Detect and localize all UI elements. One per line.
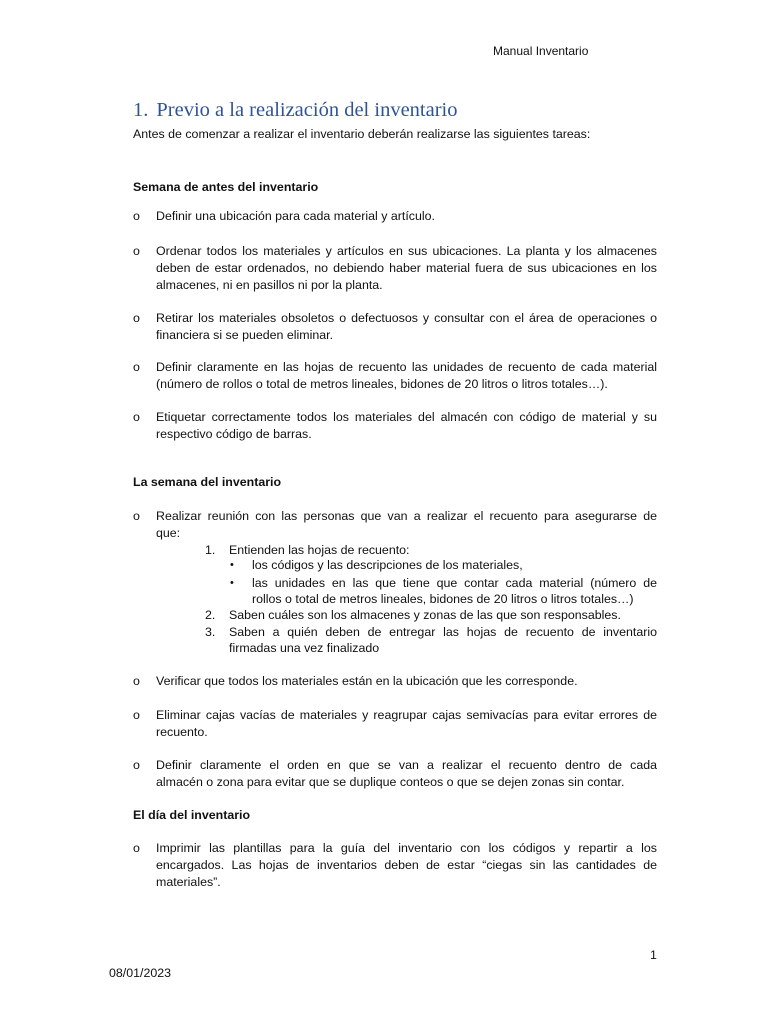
bullet-marker: o xyxy=(133,758,140,772)
list-item xyxy=(156,310,657,344)
subsection-title-week-before: Semana de antes del inventario xyxy=(133,180,319,194)
list-item-line: (número de rollos o total de metros lineales, bidones de 20 litros o litros totales…). xyxy=(156,377,608,391)
list-item-line: materiales”. xyxy=(156,875,221,889)
list-item-line: Verificar que todos los materiales están en la ubicación que les corresponde. xyxy=(156,674,578,688)
sub-bullet-line: las unidades en las que tiene que contar cada material (número de xyxy=(252,576,657,590)
list-item xyxy=(156,840,657,891)
disc-bullet-marker: • xyxy=(230,577,234,589)
numbered-item xyxy=(229,624,657,656)
list-item xyxy=(156,409,657,443)
list-item-line: Definir claramente el orden en que se van a realizar el recuento dentro de cada xyxy=(156,758,657,772)
bullet-marker: o xyxy=(133,360,140,374)
disc-bullet-marker: • xyxy=(230,559,234,571)
list-item xyxy=(156,243,657,294)
numbered-item-line: firmadas una vez finalizado xyxy=(229,641,380,655)
list-item-line: que: xyxy=(156,526,181,540)
bullet-marker: o xyxy=(133,509,140,523)
list-item-line: deben de estar ordenados, no debiendo haber material fuera de sus ubicaciones en los xyxy=(156,261,657,275)
list-item-line: Realizar reunión con las personas que van a realizar el recuento para asegurarse de xyxy=(156,509,657,523)
list-item-line: Definir una ubicación para cada material y artículo. xyxy=(156,209,435,223)
list-item xyxy=(156,208,657,225)
list-item xyxy=(156,673,657,690)
bullet-marker: o xyxy=(133,244,140,258)
intro-paragraph: Antes de comenzar a realizar el inventario deberán realizarse las siguientes tareas: xyxy=(133,127,591,141)
bullet-marker: o xyxy=(133,311,140,325)
sub-bullet-item xyxy=(252,557,657,573)
list-item-line: recuento. xyxy=(156,725,208,739)
heading-number: 1. xyxy=(133,99,149,121)
list-item-line: almacén o zona para evitar que se duplique conteos o que se dejen zonas sin contar. xyxy=(156,775,625,789)
page-number: 1 xyxy=(650,948,657,962)
bullet-marker: o xyxy=(133,674,140,688)
subsection-title-week-of: La semana del inventario xyxy=(133,475,282,489)
section-heading xyxy=(133,99,457,122)
list-item-line: Etiquetar correctamente todos los materiales del almacén con código de material y su xyxy=(156,410,657,424)
list-item-line: Definir claramente en las hojas de recuento las unidades de recuento de cada material xyxy=(156,360,657,374)
list-item-line: Ordenar todos los materiales y artículos en sus ubicaciones. La planta y los almacenes xyxy=(156,244,657,258)
list-item-line: respectivo código de barras. xyxy=(156,427,312,441)
numbered-item: Entienden las hojas de recuento: xyxy=(229,543,410,557)
list-item-line: Eliminar cajas vacías de materiales y reagrupar cajas semivacías para evitar errores de xyxy=(156,708,657,722)
numbered-marker: 1. xyxy=(205,543,216,557)
bullet-marker: o xyxy=(133,841,140,855)
subsection-title-day-of: El día del inventario xyxy=(133,808,251,822)
running-header: Manual Inventario xyxy=(493,44,589,58)
list-item-line: Imprimir las plantillas para la guía del inventario con los códigos y repartir a los xyxy=(156,841,657,855)
list-item xyxy=(156,757,657,791)
bullet-marker: o xyxy=(133,410,140,424)
numbered-item: Saben cuáles son los almacenes y zonas de las que son responsables. xyxy=(229,608,621,622)
numbered-marker: 3. xyxy=(205,625,216,639)
list-item-line: Retirar los materiales obsoletos o defectuosos y consultar con el área de operaciones o xyxy=(156,311,657,325)
sub-bullet-line: rollos o total de metros lineales, bidones de 20 litros o litros totales…) xyxy=(252,592,634,606)
list-item xyxy=(156,359,657,393)
list-item-line: financiera si se pueden eliminar. xyxy=(156,328,334,342)
bullet-marker: o xyxy=(133,209,140,223)
bullet-marker: o xyxy=(133,708,140,722)
numbered-marker: 2. xyxy=(205,608,216,622)
list-item xyxy=(156,508,657,542)
list-item xyxy=(156,707,657,741)
footer-date: 08/01/2023 xyxy=(109,966,172,980)
heading-text: Previo a la realización del inventario xyxy=(156,99,458,121)
sub-bullet-line: los códigos y las descripciones de los materiales, xyxy=(252,558,523,572)
sub-bullet-item xyxy=(252,575,657,607)
numbered-item-line: Saben a quién deben de entregar las hojas de recuento de inventario xyxy=(229,625,657,639)
list-item-line: almacenes, ni en pasillos ni por la planta. xyxy=(156,278,383,292)
list-item-line: encargados. Las hojas de inventarios deben de estar “ciegas sin las cantidades de xyxy=(156,858,657,872)
